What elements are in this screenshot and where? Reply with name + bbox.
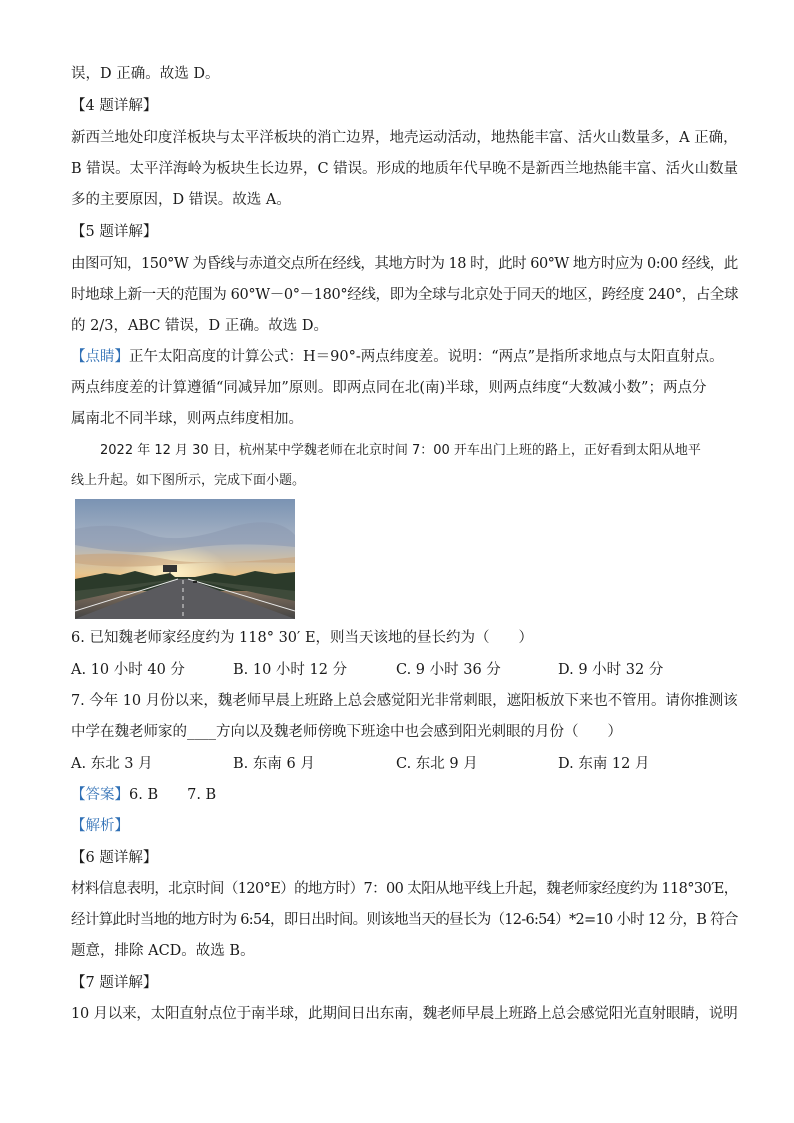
section-heading-q5: 【5 题详解】 [71, 224, 158, 240]
q6-option-a: A. 10 小时 40 分 [71, 662, 185, 678]
answer-label: 【答案】 [71, 787, 129, 803]
question-7-cont: 中学在魏老师家的____方向以及魏老师傍晚下班途中也会感到阳光刺眼的月份（ ） [71, 724, 622, 740]
text-line: 材料信息表明，北京时间（120°E）的地方时）7：00 太阳从地平线上升起，魏老师家经度约为 118°30′E， [71, 881, 738, 897]
analysis-label: 【解析】 [71, 818, 129, 834]
text-line: 两点纬度差的计算遵循“同减异加”原则。即两点同在北(南)半球，则两点纬度“大数减小数”；两点分 [71, 380, 707, 396]
text-line: B 错误。太平洋海岭为板块生长边界，C 错误。形成的地质年代早晚不是新西兰地热能丰富、活火山数量 [71, 161, 738, 177]
q7-option-c: C. 东北 9 月 [396, 756, 478, 772]
tip-paragraph [71, 347, 724, 367]
text-line: 误，D 正确。故选 D。 [71, 66, 220, 82]
material-intro: 2022 年 12 月 30 日，杭州某中学魏老师在北京时间 7：00 开车出门上班的路上，正好看到太阳从地平 [100, 443, 701, 458]
section-heading-q4: 【4 题详解】 [71, 98, 158, 114]
text-line: 由图可知，150°W 为昏线与赤道交点所在经线，其地方时为 18 时，此时 60°W 地方时应为 0:00 经线，此 [71, 256, 738, 272]
text-line: 多的主要原因，D 错误。故选 A。 [71, 192, 291, 208]
tip-label: 【点睛】 [71, 349, 129, 365]
material-intro-cont: 线上升起。如下图所示，完成下面小题。 [71, 473, 306, 488]
tip-text: 正午太阳高度的计算公式：H＝90°-两点纬度差。说明：“两点”是指所求地点与太阳直射点。 [129, 349, 724, 365]
q7-option-d: D. 东南 12 月 [558, 756, 650, 772]
q6-option-b: B. 10 小时 12 分 [233, 662, 348, 678]
text-line: 题意，排除 ACD。故选 B。 [71, 943, 255, 959]
text-line: 属南北不同半球，则两点纬度相加。 [71, 411, 303, 427]
section-heading-q6: 【6 题详解】 [71, 850, 158, 866]
q6-option-d: D. 9 小时 32 分 [558, 662, 664, 678]
sunrise-highway-photo [75, 499, 295, 619]
q7-option-b: B. 东南 6 月 [233, 756, 315, 772]
section-heading-q7: 【7 题详解】 [71, 975, 158, 991]
question-7: 7. 今年 10 月份以来，魏老师早晨上班路上总会感觉阳光非常刺眼，遮阳板放下来也不管用。请你推测该 [71, 693, 738, 709]
question-6: 6. 已知魏老师家经度约为 118° 30′ E，则当天该地的昼长约为（ ） [71, 630, 534, 646]
answer-text: 6. B 7. B [129, 787, 217, 803]
text-line: 时地球上新一天的范围为 60°W－0°－180°经线，即为全球与北京处于同天的地区，跨经度 240°，占全球 [71, 287, 739, 303]
q7-option-a: A. 东北 3 月 [71, 756, 153, 772]
text-line: 经计算此时当地的地方时为 6:54，即日出时间。则该地当天的昼长为（12-6:54）*2=10 小时 12 分，B 符合 [71, 912, 738, 928]
text-line: 新西兰地处印度洋板块与太平洋板块的消亡边界，地壳运动活动，地热能丰富、活火山数量多，A 正确， [71, 130, 738, 146]
text-line: 10 月以来，太阳直射点位于南半球，此期间日出东南，魏老师早晨上班路上总会感觉阳光直射眼睛，说明 [71, 1006, 738, 1022]
answer-line [71, 785, 216, 805]
q6-option-c: C. 9 小时 36 分 [396, 662, 501, 678]
text-line: 的 2/3，ABC 错误，D 正确。故选 D。 [71, 318, 329, 334]
